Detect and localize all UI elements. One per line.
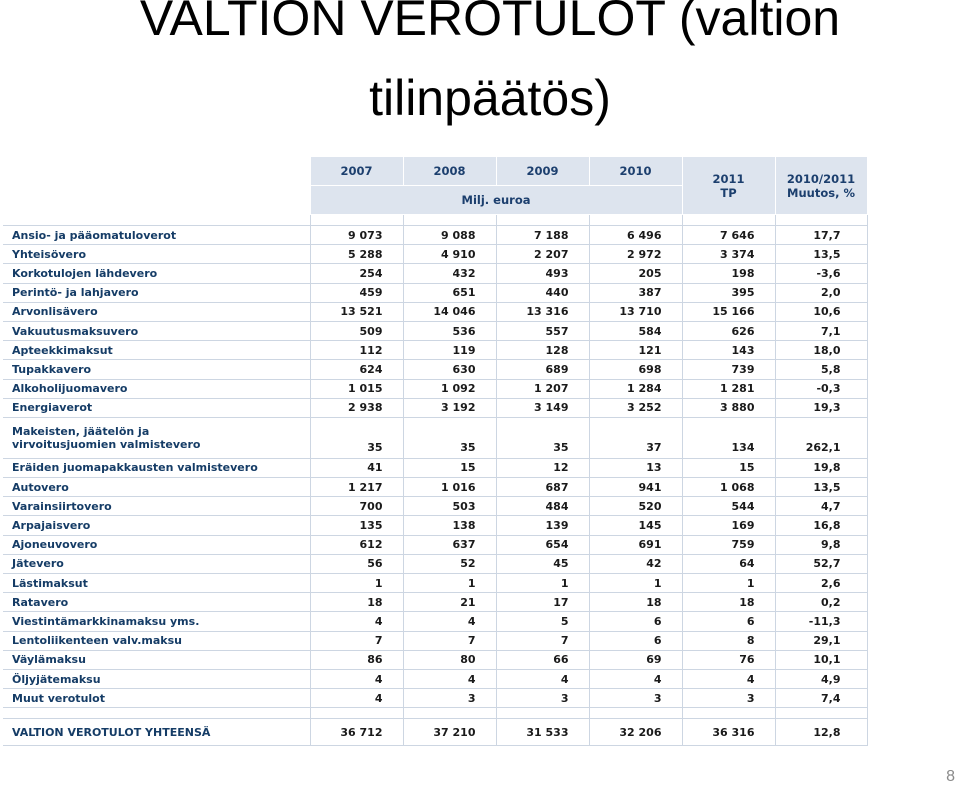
- row-label-text: Arpajaisvero: [12, 519, 91, 533]
- value-cell: 484: [496, 497, 589, 516]
- row-label-text: Ajoneuvovero: [12, 538, 98, 552]
- value-cell: 493: [496, 264, 589, 283]
- table-body: [3, 215, 867, 746]
- value-cell: 18: [682, 593, 775, 612]
- value-cell: 612: [310, 535, 403, 554]
- value-cell: 37: [589, 417, 682, 458]
- value-cell: 1 092: [403, 379, 496, 398]
- value-cell: 4: [310, 669, 403, 688]
- row-label: [3, 535, 310, 554]
- value-cell: 536: [403, 321, 496, 340]
- value-cell: 5: [496, 612, 589, 631]
- value-cell: 52: [403, 554, 496, 573]
- table-row: [3, 226, 867, 245]
- change-cell: 52,7: [775, 554, 867, 573]
- value-cell: 557: [496, 321, 589, 340]
- value-cell: 3: [682, 689, 775, 708]
- table-row: [3, 516, 867, 535]
- total-label: VALTION VEROTULOT YHTEENSÄ: [3, 719, 310, 746]
- change-cell: 262,1: [775, 417, 867, 458]
- value-cell: 7 646: [682, 226, 775, 245]
- spacer-cell: [310, 708, 403, 719]
- row-label-text: Jätevero: [12, 557, 64, 571]
- change-cell: 19,3: [775, 398, 867, 417]
- spacer-row: [3, 215, 867, 226]
- header-year: 2008: [403, 157, 496, 186]
- value-cell: 3 192: [403, 398, 496, 417]
- row-label-text: Eräiden juomapakkausten valmistevero: [12, 461, 258, 475]
- row-label-text: Yhteisövero: [12, 247, 87, 261]
- value-cell: 698: [589, 360, 682, 379]
- value-cell: 432: [403, 264, 496, 283]
- change-cell: 4,7: [775, 497, 867, 516]
- value-cell: 15: [682, 458, 775, 477]
- value-cell: 4 910: [403, 245, 496, 264]
- change-cell: 19,8: [775, 458, 867, 477]
- change-cell: -0,3: [775, 379, 867, 398]
- value-cell: 739: [682, 360, 775, 379]
- row-label: [3, 302, 310, 321]
- value-cell: 503: [403, 497, 496, 516]
- spacer-cell: [3, 215, 310, 226]
- value-cell: 119: [403, 341, 496, 360]
- row-label: [3, 497, 310, 516]
- value-cell: 3: [589, 689, 682, 708]
- row-label-text: Ratavero: [12, 595, 69, 609]
- value-cell: 626: [682, 321, 775, 340]
- value-cell: 15: [403, 458, 496, 477]
- header-blank: [3, 157, 310, 186]
- row-label: [3, 398, 310, 417]
- row-label: [3, 478, 310, 497]
- row-label-text: Öljyjätemaksu: [12, 672, 101, 686]
- table-row: [3, 321, 867, 340]
- spacer-row: [3, 708, 867, 719]
- value-cell: 4: [682, 669, 775, 688]
- value-cell: 1: [496, 574, 589, 593]
- change-cell: 16,8: [775, 516, 867, 535]
- change-cell: 4,9: [775, 669, 867, 688]
- value-cell: 687: [496, 478, 589, 497]
- value-cell: 395: [682, 283, 775, 302]
- total-value-cell: 36 316: [682, 719, 775, 746]
- spacer-cell: [496, 708, 589, 719]
- value-cell: 2 207: [496, 245, 589, 264]
- value-cell: 56: [310, 554, 403, 573]
- value-cell: 41: [310, 458, 403, 477]
- value-cell: 13 521: [310, 302, 403, 321]
- spacer-cell: [589, 708, 682, 719]
- row-label: [3, 574, 310, 593]
- row-label-text: Lentoliikenteen valv.maksu: [12, 634, 182, 648]
- value-cell: 759: [682, 535, 775, 554]
- table-row: [3, 417, 867, 458]
- table-row: [3, 360, 867, 379]
- value-cell: 80: [403, 650, 496, 669]
- header-year: 2009: [496, 157, 589, 186]
- header-change: [775, 157, 867, 215]
- table-row: [3, 341, 867, 360]
- spacer-cell: [682, 708, 775, 719]
- row-label: [3, 689, 310, 708]
- value-cell: 689: [496, 360, 589, 379]
- value-cell: 4: [310, 689, 403, 708]
- value-cell: 1: [310, 574, 403, 593]
- table-row: [3, 650, 867, 669]
- total-value-cell: 31 533: [496, 719, 589, 746]
- value-cell: 86: [310, 650, 403, 669]
- spacer-cell: [775, 215, 867, 226]
- row-label-text: Väylämaksu: [12, 653, 86, 667]
- value-cell: 18: [310, 593, 403, 612]
- value-cell: 4: [403, 612, 496, 631]
- value-cell: 15 166: [682, 302, 775, 321]
- value-cell: 169: [682, 516, 775, 535]
- table-row: [3, 283, 867, 302]
- value-cell: 1: [682, 574, 775, 593]
- value-cell: 198: [682, 264, 775, 283]
- header-blank: [3, 186, 310, 215]
- header-unit: Milj. euroa: [310, 186, 682, 215]
- value-cell: 624: [310, 360, 403, 379]
- value-cell: 520: [589, 497, 682, 516]
- value-cell: 1 068: [682, 478, 775, 497]
- value-cell: 1: [589, 574, 682, 593]
- value-cell: 1 284: [589, 379, 682, 398]
- value-cell: 13 710: [589, 302, 682, 321]
- header-year: 2010: [589, 157, 682, 186]
- value-cell: 2 938: [310, 398, 403, 417]
- value-cell: 138: [403, 516, 496, 535]
- value-cell: 1: [403, 574, 496, 593]
- value-cell: 121: [589, 341, 682, 360]
- value-cell: 13: [589, 458, 682, 477]
- value-cell: 7: [496, 631, 589, 650]
- change-cell: 5,8: [775, 360, 867, 379]
- value-cell: 1 015: [310, 379, 403, 398]
- row-label-text: Lästimaksut: [12, 576, 88, 590]
- spacer-cell: [403, 215, 496, 226]
- value-cell: 6: [682, 612, 775, 631]
- row-label-text: Arvonlisävero: [12, 305, 98, 319]
- header-year: 2011: [712, 171, 745, 186]
- value-cell: 3 252: [589, 398, 682, 417]
- value-cell: 1 217: [310, 478, 403, 497]
- spacer-cell: [403, 708, 496, 719]
- spacer-cell: [775, 708, 867, 719]
- total-value-cell: 37 210: [403, 719, 496, 746]
- table-row: [3, 245, 867, 264]
- value-cell: 630: [403, 360, 496, 379]
- slide-title-line-1: VALTION VEROTULOT (valtion: [139, 0, 841, 46]
- table-row: [3, 669, 867, 688]
- row-label: [3, 554, 310, 573]
- value-cell: 3 880: [682, 398, 775, 417]
- change-cell: 17,7: [775, 226, 867, 245]
- value-cell: 654: [496, 535, 589, 554]
- value-cell: 637: [403, 535, 496, 554]
- total-row: [3, 719, 867, 746]
- header-sub: TP: [720, 185, 737, 200]
- row-label: [3, 360, 310, 379]
- value-cell: 18: [589, 593, 682, 612]
- table-row: [3, 612, 867, 631]
- row-label-text: Muut verotulot: [12, 691, 105, 705]
- change-cell: 10,6: [775, 302, 867, 321]
- value-cell: 14 046: [403, 302, 496, 321]
- table-row: [3, 497, 867, 516]
- value-cell: 4: [496, 669, 589, 688]
- header-year: 2010/2011: [786, 171, 856, 186]
- row-label-text: Autovero: [12, 480, 69, 494]
- row-label: [3, 593, 310, 612]
- value-cell: 9 088: [403, 226, 496, 245]
- row-label: [3, 417, 310, 458]
- value-cell: 6: [589, 631, 682, 650]
- change-cell: 7,1: [775, 321, 867, 340]
- value-cell: 5 288: [310, 245, 403, 264]
- row-label: [3, 379, 310, 398]
- value-cell: 35: [310, 417, 403, 458]
- row-label: [3, 631, 310, 650]
- value-cell: 3: [496, 689, 589, 708]
- change-cell: 0,2: [775, 593, 867, 612]
- value-cell: 21: [403, 593, 496, 612]
- value-cell: 76: [682, 650, 775, 669]
- value-cell: 45: [496, 554, 589, 573]
- row-label: [3, 612, 310, 631]
- slide-title-line-2: tilinpäätös): [369, 70, 611, 126]
- row-label-text: Vakuutusmaksuvero: [12, 324, 139, 338]
- total-value-cell: 32 206: [589, 719, 682, 746]
- value-cell: 941: [589, 478, 682, 497]
- value-cell: 143: [682, 341, 775, 360]
- value-cell: 651: [403, 283, 496, 302]
- table-row: [3, 458, 867, 477]
- value-cell: 8: [682, 631, 775, 650]
- header-year-tp: [682, 157, 775, 215]
- spacer-cell: [682, 215, 775, 226]
- spacer-cell: [589, 215, 682, 226]
- row-label-text: Varainsiirtovero: [12, 499, 112, 513]
- value-cell: 7: [403, 631, 496, 650]
- row-label: [3, 669, 310, 688]
- value-cell: 128: [496, 341, 589, 360]
- value-cell: 12: [496, 458, 589, 477]
- table-row: [3, 689, 867, 708]
- change-cell: 7,4: [775, 689, 867, 708]
- value-cell: 13 316: [496, 302, 589, 321]
- value-cell: 3 374: [682, 245, 775, 264]
- row-label-text: Viestintämarkkinamaksu yms.: [12, 614, 200, 628]
- header-sub: Muutos, %: [787, 185, 855, 200]
- value-cell: 691: [589, 535, 682, 554]
- row-label-text: Alkoholijuomavero: [12, 382, 128, 396]
- change-cell: 18,0: [775, 341, 867, 360]
- row-label: [3, 264, 310, 283]
- value-cell: 135: [310, 516, 403, 535]
- value-cell: 35: [403, 417, 496, 458]
- spacer-cell: [310, 215, 403, 226]
- row-label-text: Tupakkavero: [12, 362, 92, 376]
- value-cell: 7 188: [496, 226, 589, 245]
- spacer-cell: [3, 708, 310, 719]
- row-label: [3, 226, 310, 245]
- value-cell: 584: [589, 321, 682, 340]
- value-cell: 1 281: [682, 379, 775, 398]
- value-cell: 459: [310, 283, 403, 302]
- value-cell: 4: [589, 669, 682, 688]
- row-label: [3, 516, 310, 535]
- value-cell: 6: [589, 612, 682, 631]
- value-cell: 66: [496, 650, 589, 669]
- value-cell: 387: [589, 283, 682, 302]
- value-cell: 112: [310, 341, 403, 360]
- table-row: [3, 574, 867, 593]
- change-cell: 10,1: [775, 650, 867, 669]
- row-label-text: Energiaverot: [12, 401, 93, 415]
- value-cell: 17: [496, 593, 589, 612]
- change-cell: 29,1: [775, 631, 867, 650]
- table-row: [3, 631, 867, 650]
- value-cell: 544: [682, 497, 775, 516]
- row-label-text-2: virvoitusjuomien valmistevero: [12, 437, 201, 451]
- table-row: [3, 478, 867, 497]
- change-cell: 2,6: [775, 574, 867, 593]
- row-label: [3, 341, 310, 360]
- value-cell: 4: [310, 612, 403, 631]
- value-cell: 145: [589, 516, 682, 535]
- value-cell: 440: [496, 283, 589, 302]
- value-cell: 42: [589, 554, 682, 573]
- value-cell: 1 207: [496, 379, 589, 398]
- spacer-cell: [496, 215, 589, 226]
- change-cell: 2,0: [775, 283, 867, 302]
- row-label: [3, 458, 310, 477]
- table-row: [3, 264, 867, 283]
- value-cell: 7: [310, 631, 403, 650]
- row-label-text: Korkotulojen lähdevero: [12, 266, 158, 280]
- value-cell: 205: [589, 264, 682, 283]
- header-year: 2007: [310, 157, 403, 186]
- table-row: [3, 593, 867, 612]
- table-row: [3, 398, 867, 417]
- value-cell: 254: [310, 264, 403, 283]
- row-label: [3, 283, 310, 302]
- total-change-cell: 12,8: [775, 719, 867, 746]
- value-cell: 509: [310, 321, 403, 340]
- change-cell: 13,5: [775, 245, 867, 264]
- row-label-text: Perintö- ja lahjavero: [12, 286, 139, 300]
- value-cell: 700: [310, 497, 403, 516]
- row-label: [3, 245, 310, 264]
- change-cell: 13,5: [775, 478, 867, 497]
- value-cell: 3: [403, 689, 496, 708]
- value-cell: 3 149: [496, 398, 589, 417]
- page-number: 8: [946, 768, 955, 785]
- row-label-text: Makeisten, jäätelön ja: [12, 424, 150, 438]
- value-cell: 1 016: [403, 478, 496, 497]
- row-label-text: Apteekkimaksut: [12, 343, 113, 357]
- value-cell: 69: [589, 650, 682, 669]
- row-label: [3, 650, 310, 669]
- value-cell: 6 496: [589, 226, 682, 245]
- value-cell: 139: [496, 516, 589, 535]
- value-cell: 4: [403, 669, 496, 688]
- tax-revenue-table: [3, 157, 868, 746]
- change-cell: 9,8: [775, 535, 867, 554]
- value-cell: 35: [496, 417, 589, 458]
- value-cell: 2 972: [589, 245, 682, 264]
- change-cell: -3,6: [775, 264, 867, 283]
- change-cell: -11,3: [775, 612, 867, 631]
- table-row: [3, 379, 867, 398]
- table-row: [3, 535, 867, 554]
- table-row: [3, 302, 867, 321]
- row-label: [3, 321, 310, 340]
- tax-revenue-table-wrapper: [3, 157, 868, 746]
- value-cell: 64: [682, 554, 775, 573]
- row-label-text: Ansio- ja pääomatuloverot: [12, 228, 177, 242]
- value-cell: 134: [682, 417, 775, 458]
- value-cell: 9 073: [310, 226, 403, 245]
- total-value-cell: 36 712: [310, 719, 403, 746]
- table-row: [3, 554, 867, 573]
